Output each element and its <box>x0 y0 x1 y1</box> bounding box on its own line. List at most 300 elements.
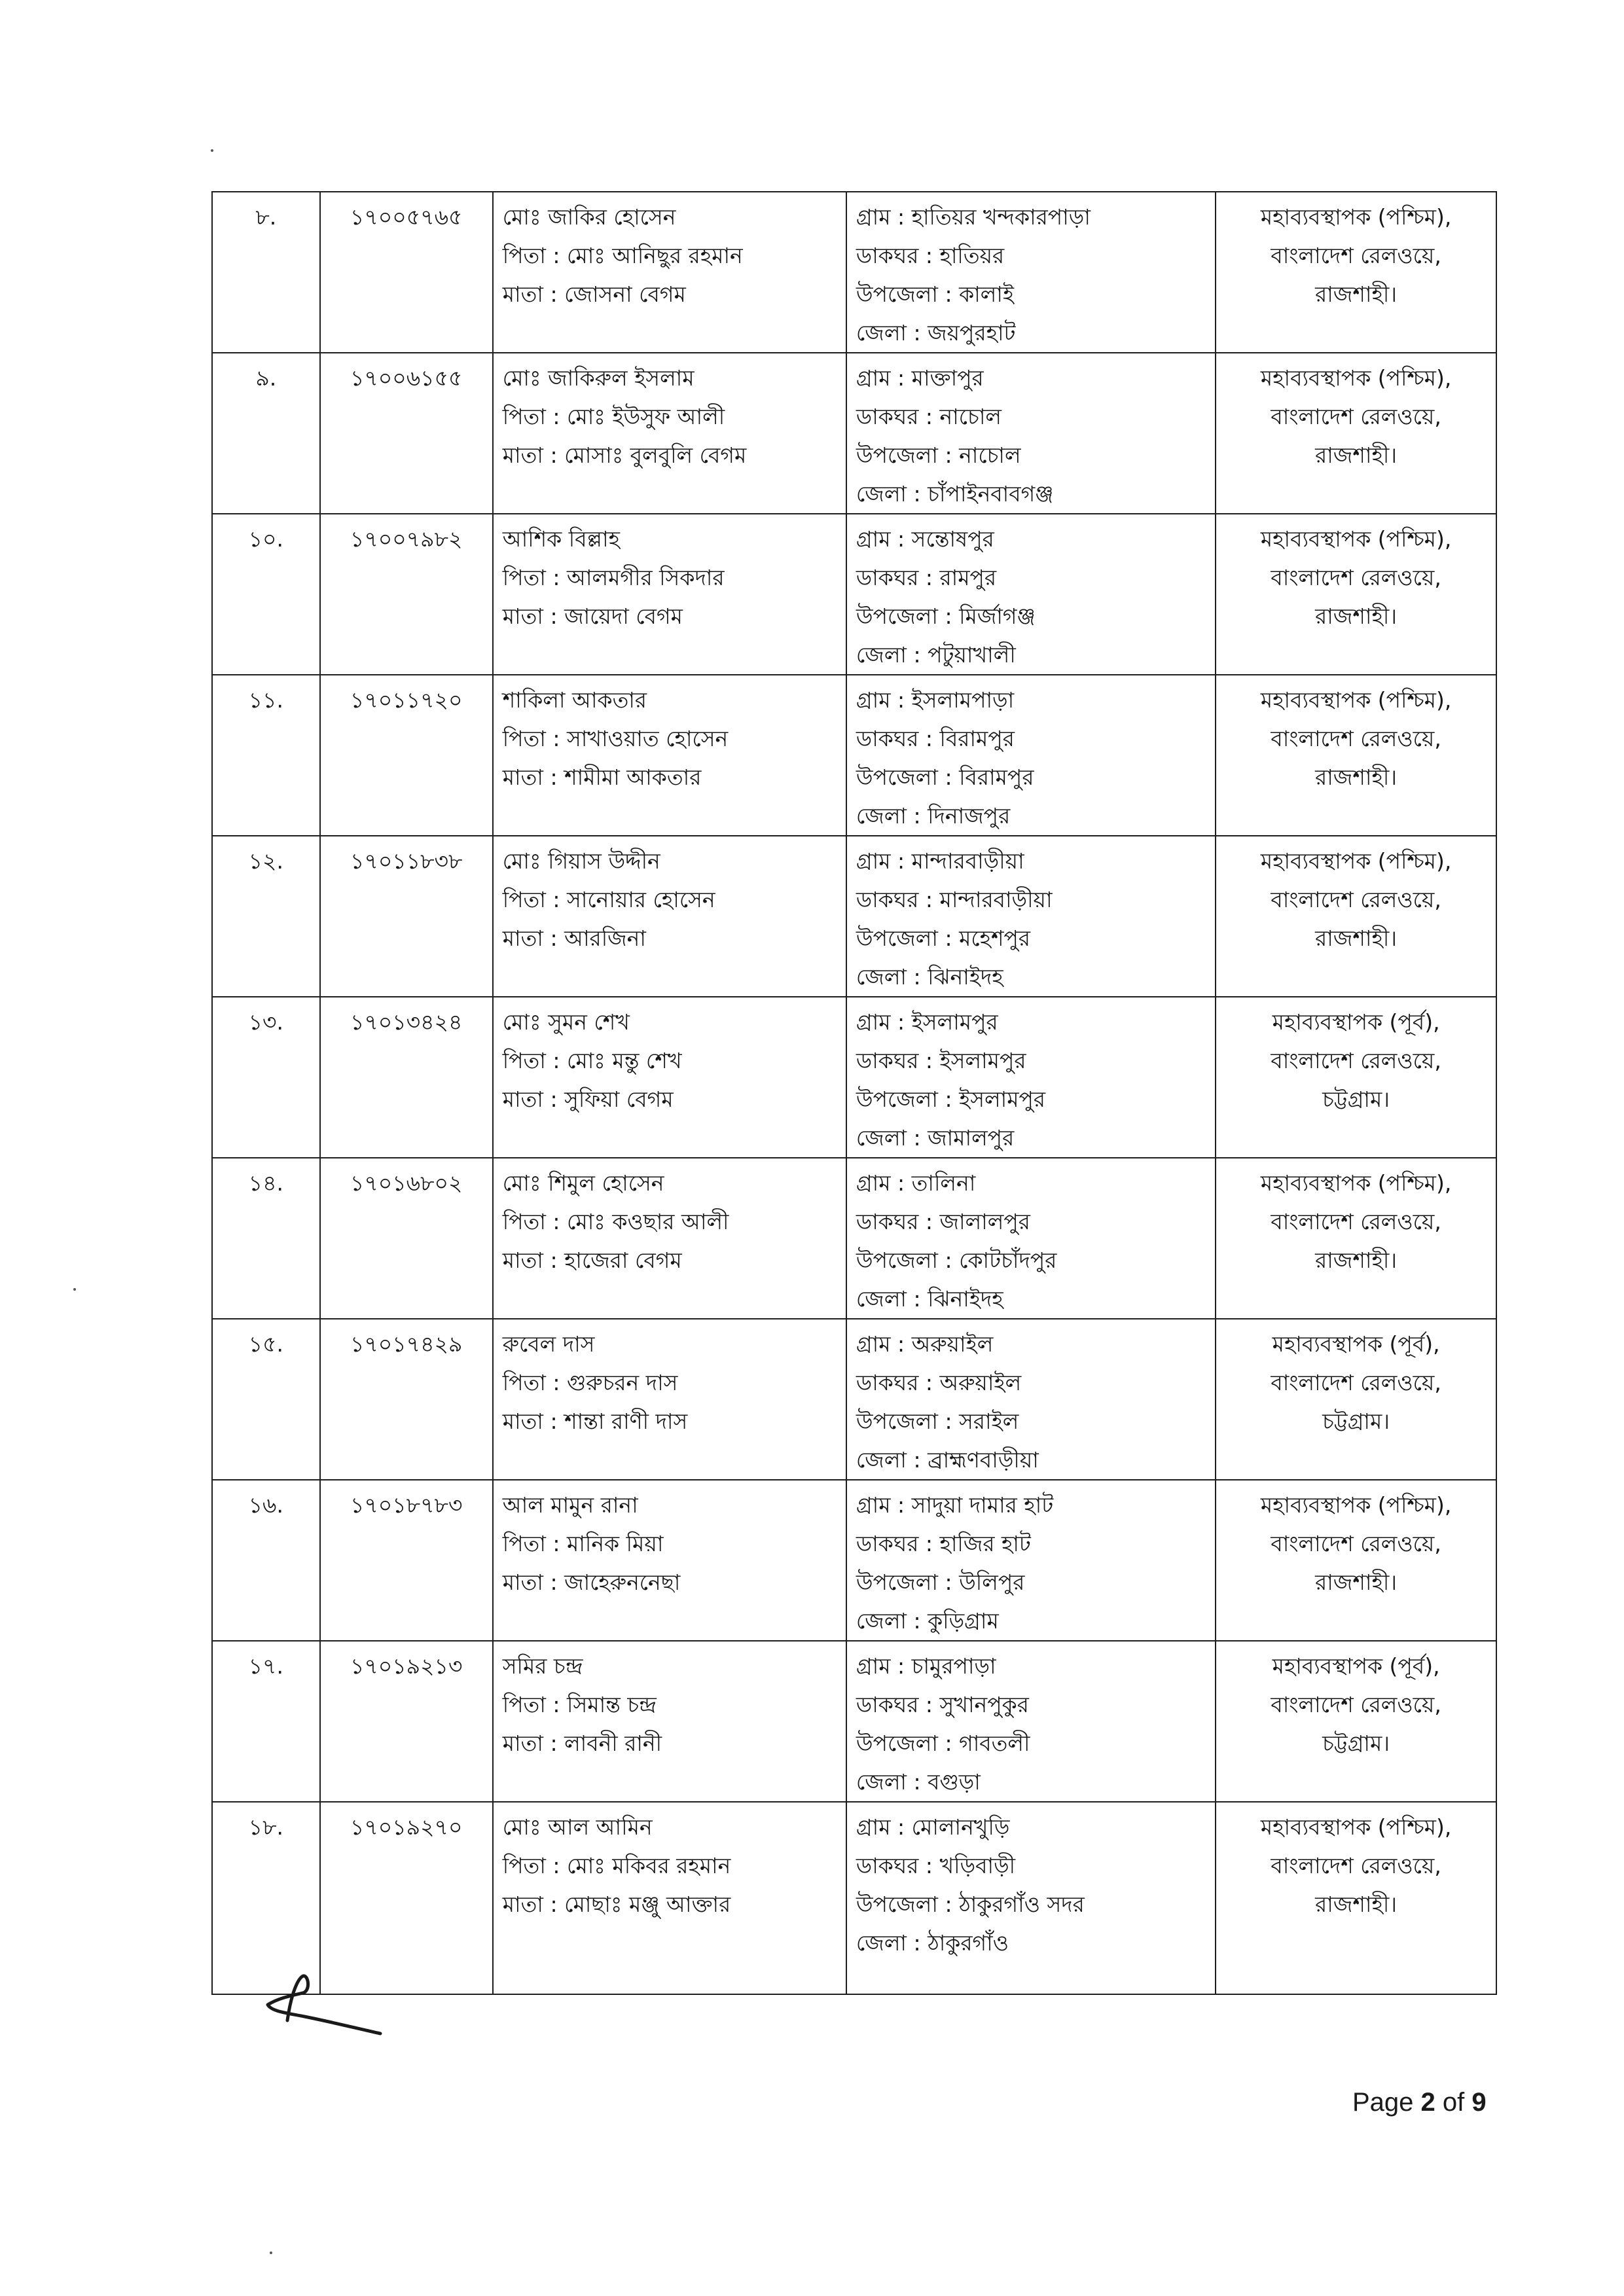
field-label: জেলা <box>856 1447 907 1473</box>
address-upazila <box>856 275 1215 314</box>
field-label: মাতা <box>502 1731 543 1756</box>
field-value: হাজেরা বেগম <box>564 1247 682 1273</box>
address-district <box>856 1602 1215 1640</box>
person-cell <box>493 1480 846 1641</box>
address-cell <box>846 192 1216 353</box>
field-label: : <box>543 1247 565 1273</box>
field-value: তালিনা <box>911 1170 976 1196</box>
candidate-name: মোঃ জাকির হোসেন <box>502 204 676 230</box>
field-value: জাহেরুননেছা <box>564 1570 681 1595</box>
field-value: নাচোল <box>939 404 1001 429</box>
serial-cell <box>212 1319 320 1480</box>
office-title: মহাব্যবস্থাপক (পূর্ব), <box>1272 1331 1440 1357</box>
field-value: বিরামপুর <box>959 764 1034 790</box>
field-label: মাতা <box>502 1086 543 1112</box>
field-label: : <box>918 1370 940 1395</box>
table-row <box>212 353 1496 514</box>
field-value: ঠাকুরগাঁও সদর <box>959 1892 1085 1917</box>
field-value: পটুয়াখালী <box>928 642 1016 668</box>
field-label: : <box>545 726 567 751</box>
field-value: মোঃ ইউসুফ আলী <box>567 404 725 429</box>
father-name <box>503 1363 846 1402</box>
mother-name <box>503 1080 846 1119</box>
person-cell <box>493 836 846 997</box>
office-organization: বাংলাদেশ রেলওয়ে, <box>1271 1853 1441 1878</box>
field-label: : <box>543 764 565 790</box>
field-label: : <box>918 1853 940 1878</box>
address-upazila <box>856 1402 1215 1441</box>
field-label: উপজেলা <box>856 1086 938 1112</box>
address-district <box>856 1119 1215 1157</box>
field-label: : <box>918 565 940 590</box>
office-cell <box>1216 1802 1496 1994</box>
scan-speck <box>270 2251 272 2254</box>
address-village <box>856 1164 1215 1202</box>
field-value: আরজিনা <box>564 925 646 951</box>
field-label: : <box>937 1731 960 1756</box>
address-post-office <box>856 1041 1215 1080</box>
field-value: খড়িবাড়ী <box>939 1853 1016 1878</box>
address-post-office <box>856 1202 1215 1241</box>
address-district <box>856 1924 1215 1962</box>
office-cell <box>1216 836 1496 997</box>
field-label: গ্রাম <box>856 687 891 713</box>
office-cell <box>1216 1319 1496 1480</box>
field-label: : <box>890 848 912 874</box>
field-value: মান্দারবাড়ীয়া <box>939 887 1053 912</box>
roll-cell <box>320 192 493 353</box>
field-label: গ্রাম <box>856 1653 891 1679</box>
serial-number: ১৩. <box>248 1009 284 1035</box>
field-value: মোছাঃ মঞ্জু আক্তার <box>564 1892 731 1917</box>
field-value: সুখানপুকুর <box>939 1692 1029 1717</box>
serial-number: ১২. <box>248 848 284 874</box>
office-city: রাজশাহী। <box>1315 764 1398 790</box>
office-title: মহাব্যবস্থাপক (পশ্চিম), <box>1260 204 1452 230</box>
field-label: পিতা <box>502 1048 546 1073</box>
field-value: জোসনা বেগম <box>564 281 686 307</box>
field-label: উপজেলা <box>856 1247 938 1273</box>
roll-cell <box>320 997 493 1158</box>
field-label: : <box>937 442 960 468</box>
address-post-office <box>856 397 1215 436</box>
field-label: জেলা <box>856 481 907 507</box>
roll-number: ১৭০১৮৭৮৩ <box>350 1492 463 1518</box>
serial-cell <box>212 675 320 836</box>
field-value: সন্তোষপুর <box>911 526 994 552</box>
field-label: পিতা <box>502 1692 546 1717</box>
field-label: ডাকঘর <box>856 565 919 590</box>
serial-number: ১৪. <box>248 1170 283 1196</box>
field-value: ইসলামপুর <box>939 1048 1026 1073</box>
field-value: ব্রাহ্মণবাড়ীয়া <box>928 1447 1039 1473</box>
field-label: : <box>906 1125 928 1151</box>
field-label: গ্রাম <box>856 365 891 391</box>
field-label: পিতা <box>502 1853 546 1878</box>
mother-name <box>503 275 846 314</box>
serial-number: ১৭. <box>248 1653 284 1679</box>
field-value: মহেশপুর <box>959 925 1031 951</box>
address-upazila <box>856 1241 1215 1280</box>
field-label: জেলা <box>856 1769 907 1795</box>
father-name <box>503 1846 846 1885</box>
person-cell <box>493 192 846 353</box>
field-label: : <box>890 1492 912 1518</box>
field-label: পিতা <box>502 565 546 590</box>
address-district <box>856 1441 1215 1479</box>
address-upazila <box>856 1885 1215 1924</box>
field-value: জায়েদা বেগম <box>564 603 683 629</box>
field-label: : <box>906 320 928 346</box>
field-value: কোটচাঁদপুর <box>959 1247 1057 1273</box>
field-value: মির্জাগঞ্জ <box>959 603 1036 629</box>
field-label: : <box>545 404 567 429</box>
field-value: মানিক মিয়া <box>567 1531 664 1556</box>
father-name <box>503 719 846 758</box>
address-upazila <box>856 597 1215 636</box>
candidate-table <box>211 191 1497 1995</box>
field-label: উপজেলা <box>856 1570 938 1595</box>
field-label: মাতা <box>502 1892 543 1917</box>
field-label: : <box>545 1048 567 1073</box>
address-district <box>856 958 1215 996</box>
address-post-office <box>856 1524 1215 1563</box>
address-upazila <box>856 436 1215 475</box>
roll-cell <box>320 1802 493 1994</box>
field-label: : <box>918 726 940 751</box>
field-label: ডাকঘর <box>856 1853 919 1878</box>
address-post-office <box>856 1363 1215 1402</box>
field-label: পিতা <box>502 726 546 751</box>
roll-number: ১৭০১৬৮০২ <box>350 1170 463 1196</box>
field-label: : <box>918 887 940 912</box>
office-cell <box>1216 1158 1496 1319</box>
roll-cell <box>320 1319 493 1480</box>
roll-cell <box>320 1158 493 1319</box>
address-upazila <box>856 758 1215 797</box>
office-city: রাজশাহী। <box>1315 281 1398 307</box>
field-value: মোঃ আনিছুর রহমান <box>567 243 743 268</box>
field-value: ইসলামপুর <box>959 1086 1046 1112</box>
field-value: শামীমা আকতার <box>564 764 702 790</box>
mother-name <box>503 1563 846 1602</box>
field-label: মাতা <box>502 1247 543 1273</box>
father-name <box>503 880 846 919</box>
field-label: : <box>918 1531 940 1556</box>
field-label: : <box>890 1331 912 1357</box>
field-label: : <box>545 565 567 590</box>
field-label: : <box>918 404 940 429</box>
address-village <box>856 1003 1215 1041</box>
address-upazila <box>856 1724 1215 1763</box>
table-row <box>212 1641 1496 1802</box>
roll-cell <box>320 675 493 836</box>
father-name <box>503 1041 846 1080</box>
address-cell <box>846 1802 1216 1994</box>
office-title: মহাব্যবস্থাপক (পশ্চিম), <box>1260 848 1452 874</box>
field-label: : <box>937 1086 960 1112</box>
field-value: উলিপুর <box>959 1570 1025 1595</box>
field-label: : <box>937 1892 960 1917</box>
field-label: ডাকঘর <box>856 1531 919 1556</box>
field-label: ডাকঘর <box>856 1048 919 1073</box>
roll-number: ১৭০০৫৭৬৫ <box>350 204 463 230</box>
field-value: মোঃ মকিবর রহমান <box>567 1853 731 1878</box>
table-row <box>212 514 1496 675</box>
mother-name <box>503 436 846 475</box>
field-value: মোসাঃ বুলবুলি বেগম <box>564 442 747 468</box>
field-label: গ্রাম <box>856 526 891 552</box>
scan-speck <box>211 149 213 152</box>
field-label: ডাকঘর <box>856 726 919 751</box>
field-label: জেলা <box>856 803 907 829</box>
field-value: কালাই <box>959 281 1015 307</box>
field-value: কুড়িগ্রাম <box>928 1608 999 1634</box>
address-village <box>856 1647 1215 1685</box>
serial-cell <box>212 997 320 1158</box>
roll-number: ১৭০১৭৪২৯ <box>350 1331 463 1357</box>
field-label: : <box>890 1170 912 1196</box>
field-value: গুরুচরন দাস <box>567 1370 678 1395</box>
office-cell <box>1216 1480 1496 1641</box>
field-value: নাচোল <box>959 442 1021 468</box>
field-value: ঠাকুরগাঁও <box>928 1930 1009 1956</box>
field-label: পিতা <box>502 1370 546 1395</box>
person-cell <box>493 997 846 1158</box>
address-post-office <box>856 880 1215 919</box>
field-value: মোলানখুড়ি <box>911 1814 1010 1840</box>
field-value: বিরামপুর <box>939 726 1015 751</box>
field-value: ঝিনাইদহ <box>928 1286 1003 1312</box>
serial-cell <box>212 836 320 997</box>
address-village <box>856 842 1215 880</box>
field-label: : <box>543 603 565 629</box>
office-organization: বাংলাদেশ রেলওয়ে, <box>1271 1370 1441 1395</box>
office-organization: বাংলাদেশ রেলওয়ে, <box>1271 1048 1441 1073</box>
father-name <box>503 236 846 275</box>
field-label: : <box>918 1692 940 1717</box>
field-label: জেলা <box>856 1608 907 1634</box>
office-cell <box>1216 353 1496 514</box>
address-cell <box>846 514 1216 675</box>
father-name <box>503 558 846 597</box>
office-title: মহাব্যবস্থাপক (পূর্ব), <box>1272 1009 1440 1035</box>
serial-number: ১১. <box>248 687 283 713</box>
office-city: চট্টগ্রাম। <box>1322 1408 1390 1434</box>
serial-number: ১৮. <box>248 1814 283 1840</box>
person-cell <box>493 514 846 675</box>
address-village <box>856 681 1215 719</box>
current-page: 2 <box>1420 2088 1435 2117</box>
field-label: জেলা <box>856 964 907 990</box>
mother-name <box>503 758 846 797</box>
field-value: শান্তা রাণী দাস <box>564 1408 688 1434</box>
serial-number: ৮. <box>255 204 277 230</box>
person-cell <box>493 1319 846 1480</box>
address-upazila <box>856 1080 1215 1119</box>
address-upazila <box>856 919 1215 958</box>
field-value: অরুয়াইল <box>911 1331 994 1357</box>
table-row <box>212 1158 1496 1319</box>
address-village <box>856 1325 1215 1363</box>
field-label: গ্রাম <box>856 848 891 874</box>
field-value: আলমগীর সিকদার <box>567 565 725 590</box>
address-village <box>856 1808 1215 1846</box>
field-value: মান্দারবাড়ীয়া <box>911 848 1024 874</box>
field-label: জেলা <box>856 1930 907 1956</box>
field-label: : <box>890 204 912 230</box>
field-label: গ্রাম <box>856 204 891 230</box>
roll-cell <box>320 1641 493 1802</box>
office-city: রাজশাহী। <box>1315 1247 1398 1273</box>
address-cell <box>846 1158 1216 1319</box>
address-district <box>856 636 1215 674</box>
office-organization: বাংলাদেশ রেলওয়ে, <box>1271 243 1441 268</box>
field-value: গাবতলী <box>959 1731 1030 1756</box>
office-organization: বাংলাদেশ রেলওয়ে, <box>1271 404 1441 429</box>
office-cell <box>1216 192 1496 353</box>
field-label: ডাকঘর <box>856 404 919 429</box>
field-label: : <box>906 1286 928 1312</box>
serial-cell <box>212 192 320 353</box>
office-organization: বাংলাদেশ রেলওয়ে, <box>1271 1209 1441 1234</box>
field-label: উপজেলা <box>856 1408 938 1434</box>
office-organization: বাংলাদেশ রেলওয়ে, <box>1271 887 1441 912</box>
table-row <box>212 675 1496 836</box>
field-label: উপজেলা <box>856 281 938 307</box>
field-value: অরুয়াইল <box>939 1370 1022 1395</box>
office-city: রাজশাহী। <box>1315 925 1398 951</box>
candidate-name: শাকিলা আকতার <box>502 687 647 713</box>
field-label: : <box>545 1853 567 1878</box>
address-cell <box>846 836 1216 997</box>
serial-number: ১৫. <box>248 1331 283 1357</box>
address-cell <box>846 353 1216 514</box>
table-row <box>212 1480 1496 1641</box>
field-label: : <box>937 764 960 790</box>
address-cell <box>846 675 1216 836</box>
field-label: : <box>906 1769 928 1795</box>
roll-cell <box>320 514 493 675</box>
field-label: : <box>545 1370 567 1395</box>
field-value: সুফিয়া বেগম <box>564 1086 674 1112</box>
address-village <box>856 520 1215 558</box>
father-name <box>503 1202 846 1241</box>
field-label: গ্রাম <box>856 1331 891 1357</box>
field-label: মাতা <box>502 925 543 951</box>
serial-number: ১৬. <box>248 1492 284 1518</box>
serial-cell <box>212 353 320 514</box>
field-label: : <box>545 1531 567 1556</box>
person-cell <box>493 1641 846 1802</box>
field-label: জেলা <box>856 642 907 668</box>
field-value: হাজির হাট <box>939 1531 1031 1556</box>
field-label: : <box>937 603 960 629</box>
roll-cell <box>320 1480 493 1641</box>
field-label: পিতা <box>502 243 546 268</box>
field-label: : <box>543 1892 565 1917</box>
candidate-name: মোঃ শিমুল হোসেন <box>502 1170 664 1196</box>
roll-number: ১৭০০৬১৫৫ <box>350 365 463 391</box>
field-label: মাতা <box>502 764 543 790</box>
field-label: পিতা <box>502 1531 546 1556</box>
field-value: সাখাওয়াত হোসেন <box>567 726 729 751</box>
table-row <box>212 192 1496 353</box>
roll-number: ১৭০১৩৪২৪ <box>350 1009 463 1035</box>
field-label: মাতা <box>502 281 543 307</box>
office-city: চট্টগ্রাম। <box>1322 1086 1390 1112</box>
field-label: : <box>890 687 912 713</box>
page-indicator <box>1352 2088 1487 2117</box>
field-value: জয়পুরহাট <box>928 320 1016 346</box>
office-city: রাজশাহী। <box>1315 603 1398 629</box>
office-title: মহাব্যবস্থাপক (পশ্চিম), <box>1260 1814 1452 1840</box>
field-label: জেলা <box>856 1125 907 1151</box>
address-post-office <box>856 1685 1215 1724</box>
field-value: বগুড়া <box>928 1769 981 1795</box>
field-label: : <box>545 243 567 268</box>
field-value: ঝিনাইদহ <box>928 964 1003 990</box>
serial-cell <box>212 1480 320 1641</box>
candidate-name: আল মামুন রানা <box>502 1492 638 1518</box>
address-post-office <box>856 1846 1215 1885</box>
serial-cell <box>212 1641 320 1802</box>
field-label: : <box>906 481 928 507</box>
field-value: মোঃ মন্তু শেখ <box>567 1048 682 1073</box>
field-label: : <box>918 1048 940 1073</box>
address-district <box>856 475 1215 513</box>
field-label: ডাকঘর <box>856 887 919 912</box>
signature-icon <box>265 1973 383 2045</box>
table-row <box>212 997 1496 1158</box>
address-upazila <box>856 1563 1215 1602</box>
office-title: মহাব্যবস্থাপক (পশ্চিম), <box>1260 687 1452 713</box>
candidate-rows <box>212 192 1496 1994</box>
table-row <box>212 1802 1496 1994</box>
field-label: মাতা <box>502 1408 543 1434</box>
office-organization: বাংলাদেশ রেলওয়ে, <box>1271 565 1441 590</box>
mother-name <box>503 1724 846 1763</box>
mother-name <box>503 1241 846 1280</box>
field-label: : <box>543 1570 565 1595</box>
candidate-name: মোঃ আল আমিন <box>502 1814 653 1840</box>
mother-name <box>503 1885 846 1924</box>
field-value: ইসলামপাড়া <box>911 687 1015 713</box>
field-label: উপজেলা <box>856 1892 938 1917</box>
of-word: of <box>1442 2088 1465 2117</box>
field-value: ইসলামপুর <box>911 1009 998 1035</box>
total-pages: 9 <box>1471 2088 1487 2117</box>
candidate-name: মোঃ সুমন শেখ <box>502 1009 630 1035</box>
address-cell <box>846 1480 1216 1641</box>
address-cell <box>846 1641 1216 1802</box>
roll-number: ১৭০১১৭২০ <box>350 687 463 713</box>
office-title: মহাব্যবস্থাপক (পশ্চিম), <box>1260 365 1452 391</box>
serial-cell <box>212 514 320 675</box>
scan-speck <box>73 1288 76 1291</box>
field-label: : <box>906 1447 928 1473</box>
field-label: : <box>543 1408 565 1434</box>
address-district <box>856 314 1215 352</box>
office-organization: বাংলাদেশ রেলওয়ে, <box>1271 726 1441 751</box>
field-value: লাবনী রানী <box>564 1731 662 1756</box>
address-cell <box>846 1319 1216 1480</box>
address-village <box>856 1486 1215 1524</box>
field-label: : <box>937 925 960 951</box>
field-value: সরাইল <box>959 1408 1019 1434</box>
office-cell <box>1216 675 1496 836</box>
field-value: হাতিয়র খন্দকারপাড়া <box>911 204 1091 230</box>
